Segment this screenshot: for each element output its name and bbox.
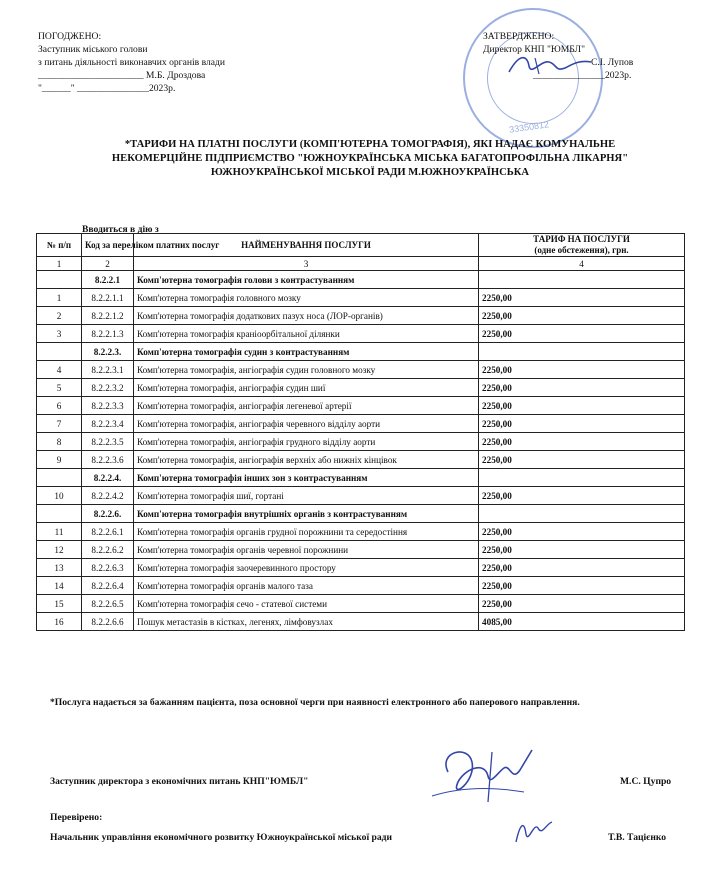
cell-code: 8.2.2.6.3	[82, 559, 134, 577]
title-line-2: НЕКОМЕРЦІЙНЕ ПІДПРИЄМСТВО "ЮЖНОУКРАЇНСЬКА МІСЬКА БАГАТОПРОФІЛЬНА ЛІКАРНЯ"	[111, 153, 629, 164]
cell-code: 8.2.2.1.3	[82, 325, 134, 343]
cell-name: Комп'ютерна томографія органів малого таза	[134, 577, 479, 595]
cell-name: Комп'ютерна томографія, ангіографія легеневої артерії	[134, 397, 479, 415]
cell-num: 3	[37, 325, 82, 343]
table-row	[37, 289, 685, 307]
table-row	[37, 361, 685, 379]
head-of-department-title: Начальник управління економічного розвитку Южноукраїнської міської ради	[50, 832, 393, 843]
deputy-director-title: Заступник директора з економічних питань КНП"ЮМБЛ"	[50, 776, 309, 787]
cell-price	[479, 271, 685, 289]
cell-name: Комп'ютерна томографія краніоорбітальної ділянки	[134, 325, 479, 343]
table-row	[37, 397, 685, 415]
head-signature	[510, 814, 556, 848]
colnum-1: 1	[37, 257, 82, 271]
cell-name: Комп'ютерна томографія, ангіографія верхніх або нижніх кінцівок	[134, 451, 479, 469]
header-code: Код за переліком платних послуг	[82, 234, 134, 257]
table-row	[37, 577, 685, 595]
cell-name: Комп'ютерна томографія додаткових пазух носа (ЛОР-органів)	[134, 307, 479, 325]
cell-code: 8.2.2.6.2	[82, 541, 134, 559]
cell-num: 8	[37, 433, 82, 451]
table-row	[37, 541, 685, 559]
cell-name: Комп'ютерна томографія, ангіографія грудного відділу аорти	[134, 433, 479, 451]
cell-price: 2250,00	[479, 379, 685, 397]
cell-name: Комп'ютерна томографія шиї, гортані	[134, 487, 479, 505]
approval-right-signatory: С.І. Лупов	[591, 57, 634, 68]
approval-left-position-2: з питань діяльності виконавчих органів влади	[38, 57, 226, 68]
cell-price: 2250,00	[479, 307, 685, 325]
table-row	[37, 559, 685, 577]
table-group-row	[37, 271, 685, 289]
cell-num	[37, 343, 82, 361]
cell-code: 8.2.2.6.6	[82, 613, 134, 631]
cell-num: 11	[37, 523, 82, 541]
header-tariff	[479, 234, 685, 257]
table-row	[37, 433, 685, 451]
head-of-department-name: Т.В. Тацієнко	[608, 832, 667, 843]
cell-name: Комп'ютерна томографія заочеревинного простору	[134, 559, 479, 577]
deputy-signature	[428, 742, 548, 808]
table-row	[37, 487, 685, 505]
cell-num: 6	[37, 397, 82, 415]
cell-name: Комп'ютерна томографія внутрішніх органів з контрастуванням	[134, 505, 479, 523]
cell-num: 9	[37, 451, 82, 469]
cell-num: 1	[37, 289, 82, 307]
colnum-4: 4	[479, 257, 685, 271]
approval-left-date: "______" _______________2023р.	[38, 83, 176, 94]
header-num: № п/п	[37, 234, 82, 257]
cell-price: 2250,00	[479, 325, 685, 343]
cell-code: 8.2.2.6.4	[82, 577, 134, 595]
stamp-code: 33350812	[508, 119, 550, 135]
cell-code: 8.2.2.3.4	[82, 415, 134, 433]
cell-code: 8.2.2.3.6	[82, 451, 134, 469]
cell-num: 2	[37, 307, 82, 325]
cell-num: 10	[37, 487, 82, 505]
footnote: *Послуга надається за бажанням пацієнта, поза основної черги при наявності електронного або паперового направлення.	[50, 697, 580, 708]
cell-num	[37, 469, 82, 487]
cell-name: Комп'ютерна томографія голови з контрастуванням	[134, 271, 479, 289]
title-line-1: *ТАРИФИ НА ПЛАТНІ ПОСЛУГИ (КОМП'ЮТЕРНА ТОМОГРАФІЯ), ЯКІ НАДАЄ КОМУНАЛЬНЕ	[124, 139, 616, 150]
tariff-table	[36, 233, 685, 631]
cell-code: 8.2.2.6.	[82, 505, 134, 523]
cell-price: 2250,00	[479, 415, 685, 433]
cell-price: 2250,00	[479, 541, 685, 559]
cell-price: 2250,00	[479, 559, 685, 577]
table-row	[37, 523, 685, 541]
cell-code: 8.2.2.6.1	[82, 523, 134, 541]
table-row	[37, 307, 685, 325]
cell-num: 12	[37, 541, 82, 559]
cell-price	[479, 343, 685, 361]
cell-code: 8.2.2.3.	[82, 343, 134, 361]
cell-num: 7	[37, 415, 82, 433]
table-row	[37, 613, 685, 631]
table-group-row	[37, 469, 685, 487]
approval-left-position: Заступник міського голови	[38, 44, 148, 55]
table-group-row	[37, 343, 685, 361]
title-line-3: ЮЖНОУКРАЇНСЬКОЇ МІСЬКОЇ РАДИ М.ЮЖНОУКРАЇНСЬКА	[210, 167, 530, 178]
deputy-director-name: М.С. Цупро	[620, 776, 672, 787]
approval-right-position: Директор КНП "ЮМБЛ"	[483, 44, 585, 55]
cell-code: 8.2.2.3.2	[82, 379, 134, 397]
cell-num: 16	[37, 613, 82, 631]
cell-num: 4	[37, 361, 82, 379]
cell-price: 2250,00	[479, 523, 685, 541]
cell-num: 15	[37, 595, 82, 613]
table-group-row	[37, 505, 685, 523]
cell-price: 2250,00	[479, 487, 685, 505]
cell-code: 8.2.2.1	[82, 271, 134, 289]
cell-num: 5	[37, 379, 82, 397]
approval-right-date: _______________2023р.	[533, 70, 632, 81]
cell-name: Комп'ютерна томографія, ангіографія судин шиї	[134, 379, 479, 397]
cell-code: 8.2.2.3.5	[82, 433, 134, 451]
checked-label: Перевірено:	[50, 812, 103, 823]
cell-name: Комп'ютерна томографія органів грудної порожнини та середостіння	[134, 523, 479, 541]
cell-code: 8.2.2.4.2	[82, 487, 134, 505]
colnum-2: 2	[82, 257, 134, 271]
approval-left-signatory: ______________________ М.Б. Дроздова	[38, 70, 206, 81]
cell-code: 8.2.2.1.2	[82, 307, 134, 325]
approval-left-heading: ПОГОДЖЕНО:	[38, 31, 102, 42]
cell-price	[479, 469, 685, 487]
cell-code: 8.2.2.4.	[82, 469, 134, 487]
cell-name: Комп'ютерна томографія судин з контрастуванням	[134, 343, 479, 361]
cell-num	[37, 271, 82, 289]
table-row	[37, 451, 685, 469]
cell-code: 8.2.2.3.3	[82, 397, 134, 415]
cell-code: 8.2.2.1.1	[82, 289, 134, 307]
table-row	[37, 415, 685, 433]
cell-name: Комп'ютерна томографія, ангіографія черевного відділу аорти	[134, 415, 479, 433]
cell-name: Комп'ютерна томографія сечо - статевої системи	[134, 595, 479, 613]
cell-num	[37, 505, 82, 523]
document-title	[60, 138, 680, 180]
effective-date-label: Вводиться в дію з	[82, 224, 159, 235]
cell-price: 2250,00	[479, 289, 685, 307]
director-signature	[505, 48, 595, 80]
cell-num: 13	[37, 559, 82, 577]
cell-price: 2250,00	[479, 451, 685, 469]
header-tariff-line-2: (одне обстеження), грн.	[534, 245, 629, 255]
cell-price: 4085,00	[479, 613, 685, 631]
cell-code: 8.2.2.3.1	[82, 361, 134, 379]
cell-name: Комп'ютерна томографія органів черевної порожнини	[134, 541, 479, 559]
table-row	[37, 325, 685, 343]
approval-right-heading: ЗАТВЕРДЖЕНО:	[483, 31, 555, 42]
approval-left	[38, 30, 225, 95]
column-number-row	[37, 257, 685, 271]
cell-code: 8.2.2.6.5	[82, 595, 134, 613]
table-row	[37, 379, 685, 397]
cell-name: Комп'ютерна томографія, ангіографія судин головного мозку	[134, 361, 479, 379]
table-header-row	[37, 234, 685, 257]
table-row	[37, 595, 685, 613]
cell-name: Комп'ютерна томографія інших зон з контрастуванням	[134, 469, 479, 487]
header-tariff-line-1: ТАРИФ НА ПОСЛУГИ	[533, 234, 630, 244]
cell-price: 2250,00	[479, 577, 685, 595]
cell-price: 2250,00	[479, 361, 685, 379]
cell-price: 2250,00	[479, 595, 685, 613]
cell-price	[479, 505, 685, 523]
header-name: НАЙМЕНУВАННЯ ПОСЛУГИ	[134, 234, 479, 257]
cell-price: 2250,00	[479, 397, 685, 415]
cell-name: Комп'ютерна томографія головного мозку	[134, 289, 479, 307]
cell-num: 14	[37, 577, 82, 595]
cell-name: Пошук метастазів в кістках, легенях, лімфовузлах	[134, 613, 479, 631]
cell-price: 2250,00	[479, 433, 685, 451]
colnum-3: 3	[134, 257, 479, 271]
